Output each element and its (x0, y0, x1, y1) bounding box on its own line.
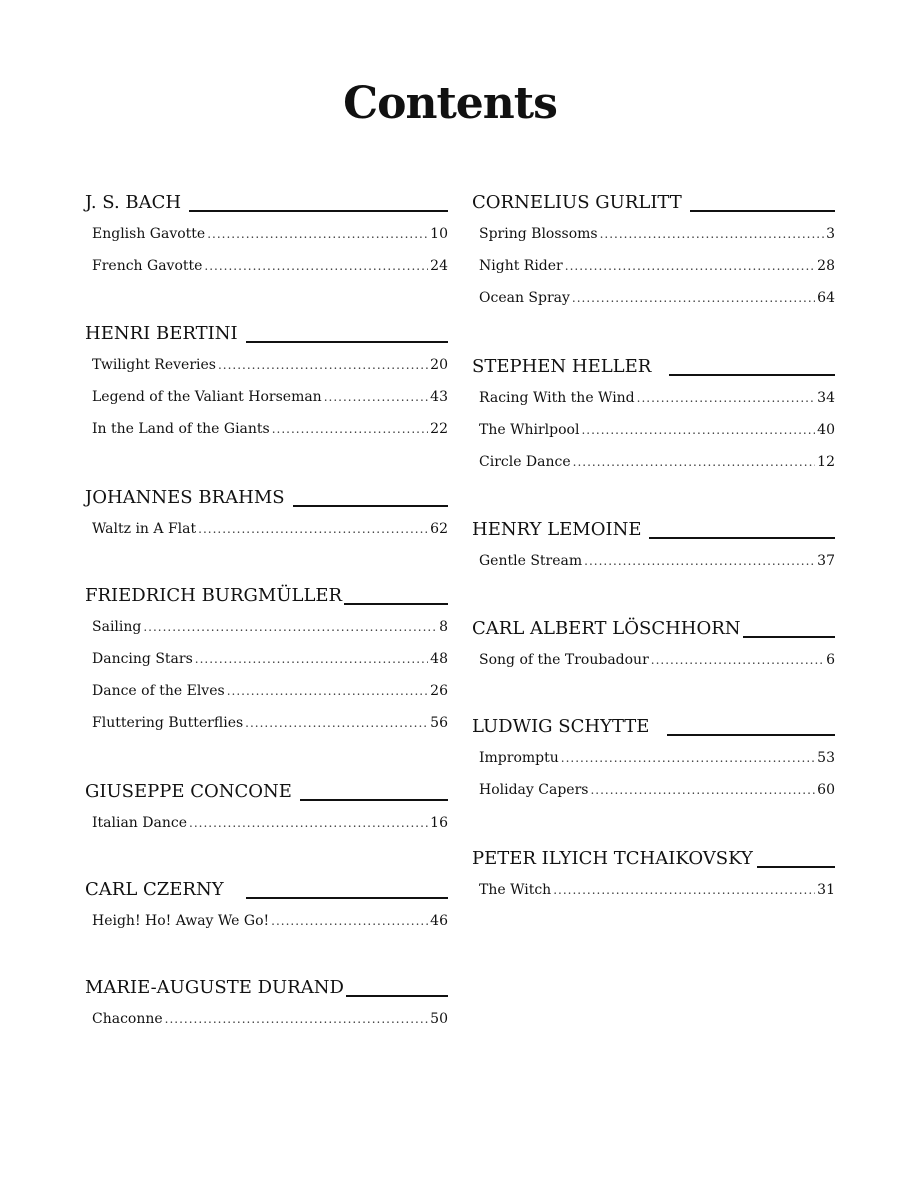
composer-section (472, 710, 835, 806)
piece-entry[interactable]: Racing With the Wind ..... 34 (472, 382, 835, 414)
composer-section (472, 842, 835, 906)
piece-entry[interactable]: Sailing ..... 8 (85, 611, 448, 643)
composer-section (472, 186, 835, 314)
composer-name: CARL CZERNY (85, 879, 224, 900)
piece-entry[interactable]: Night Rider ..... 28 (472, 250, 835, 282)
piece-entry[interactable]: Fluttering Butterflies ..... 56 (85, 707, 448, 739)
piece-entry[interactable]: French Gavotte ..... 24 (85, 250, 448, 282)
piece-entry[interactable]: The Witch ..... 31 (472, 874, 835, 906)
piece-entry[interactable]: Dancing Stars ..... 48 (85, 643, 448, 675)
piece-entry[interactable]: Holiday Capers ..... 60 (472, 774, 835, 806)
composer-section (85, 971, 448, 1035)
piece-entry[interactable]: Chaconne ..... 50 (85, 1003, 448, 1035)
piece-entry[interactable]: Twilight Reveries ..... 20 (85, 349, 448, 381)
composer-section (472, 350, 835, 478)
composer-section (85, 579, 448, 739)
piece-entry[interactable]: Ocean Spray ..... 64 (472, 282, 835, 314)
piece-entry[interactable]: Impromptu ..... 53 (472, 742, 835, 774)
piece-entry[interactable]: Waltz in A Flat ..... 62 (85, 513, 448, 545)
piece-entry[interactable]: Song of the Troubadour ..... 6 (472, 644, 835, 676)
page-title: Contents (343, 78, 557, 129)
composer-name: PETER ILYICH TCHAIKOVSKY (472, 848, 753, 869)
piece-entry[interactable]: Spring Blossoms ..... 3 (472, 218, 835, 250)
composer-name: FRIEDRICH BURGMÜLLER (85, 585, 343, 606)
composer-section (85, 873, 448, 937)
composer-section (85, 481, 448, 545)
piece-entry[interactable]: Dance of the Elves ..... 26 (85, 675, 448, 707)
composer-name: STEPHEN HELLER (472, 356, 652, 377)
composer-section (85, 317, 448, 445)
composer-section (85, 186, 448, 282)
piece-entry[interactable]: Legend of the Valiant Horseman ..... 43 (85, 381, 448, 413)
piece-entry[interactable]: Circle Dance ..... 12 (472, 446, 835, 478)
composer-name: HENRI BERTINI (85, 323, 238, 344)
composer-name: JOHANNES BRAHMS (85, 487, 285, 508)
piece-entry[interactable]: Italian Dance ..... 16 (85, 807, 448, 839)
piece-entry[interactable]: Heigh! Ho! Away We Go! ..... 46 (85, 905, 448, 937)
piece-entry[interactable]: English Gavotte ..... 10 (85, 218, 448, 250)
composer-name: LUDWIG SCHYTTE (472, 716, 650, 737)
composer-section (472, 513, 835, 577)
composer-section (85, 775, 448, 839)
piece-entry[interactable]: In the Land of the Giants ..... 22 (85, 413, 448, 445)
composer-name: GIUSEPPE CONCONE (85, 781, 292, 802)
composer-section (472, 612, 835, 676)
composer-name: MARIE-AUGUSTE DURAND (85, 977, 344, 998)
composer-name: HENRY LEMOINE (472, 519, 642, 540)
piece-entry[interactable]: Gentle Stream ..... 37 (472, 545, 835, 577)
composer-name: CORNELIUS GURLITT (472, 192, 682, 213)
piece-entry[interactable]: The Whirlpool ..... 40 (472, 414, 835, 446)
composer-name: CARL ALBERT LÖSCHHORN (472, 618, 741, 639)
composer-name: J. S. BACH (85, 192, 182, 213)
